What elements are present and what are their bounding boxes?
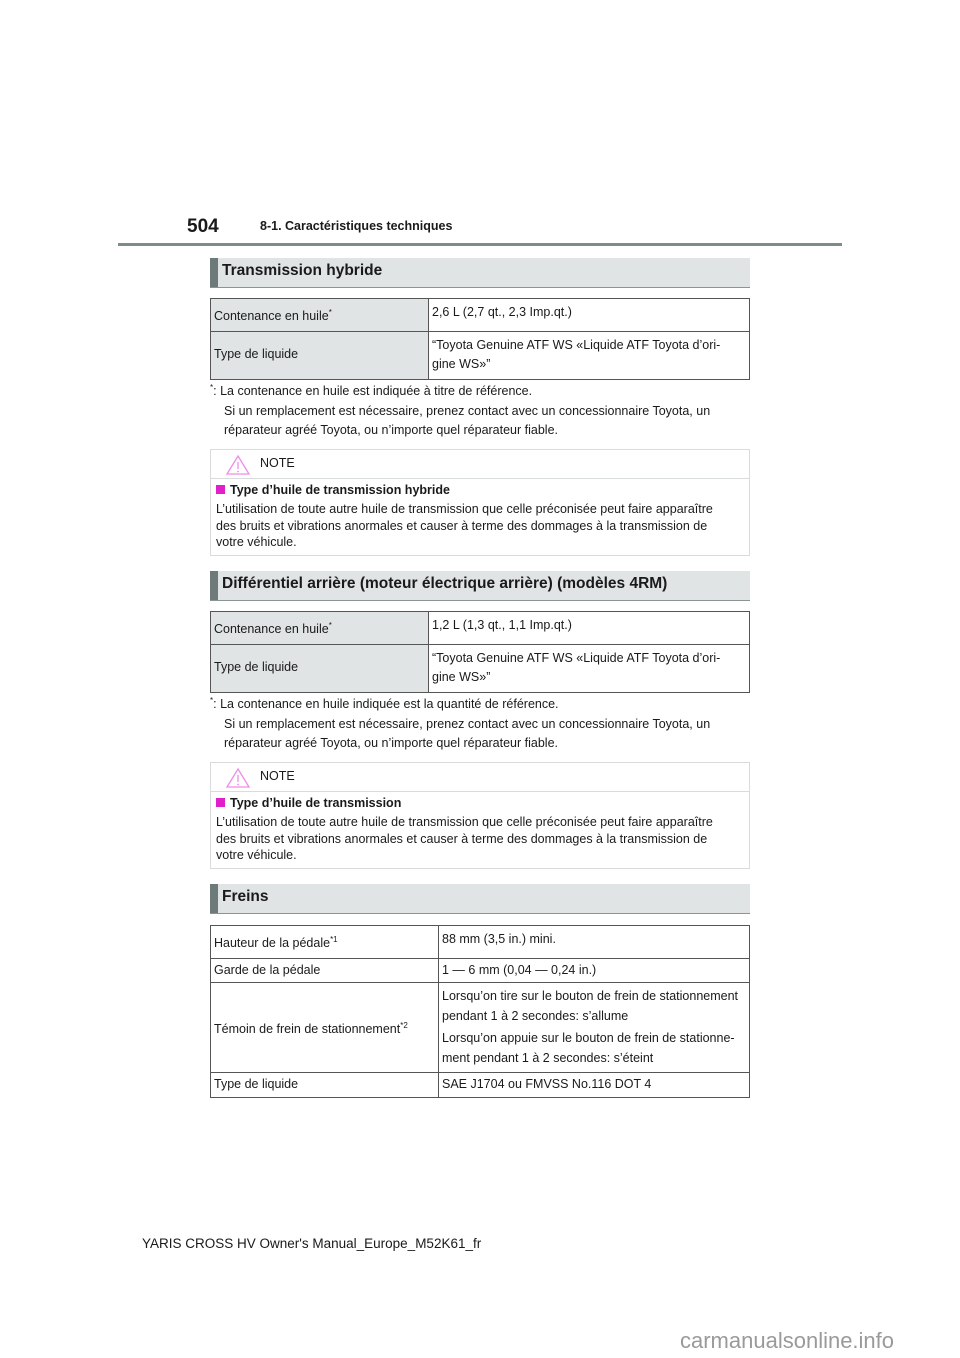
row-value: gine WS»” xyxy=(432,670,491,685)
row-label: Type de liquide xyxy=(211,1073,439,1098)
row-label: Contenance en huile xyxy=(214,309,329,324)
section-heading-transmission: Transmission hybride xyxy=(210,258,750,288)
row-value: “Toyota Genuine ATF WS «Liquide ATF Toyota d’ori- xyxy=(432,650,721,665)
warning-icon xyxy=(225,454,251,476)
table-row xyxy=(211,299,750,332)
bullet-square-icon xyxy=(216,485,225,494)
footnote: *: La contenance en huile indiquée est la quantité de référence. Si un remplacement est nécessaire, prenez contact avec un concessionnaire Toyota, un réparateur agréé Toyota, ou n’importe quel réparateur fiable. xyxy=(210,696,711,751)
row-value: gine WS»” xyxy=(432,357,491,372)
manual-footer: YARIS CROSS HV Owner's Manual_Europe_M52K61_fr xyxy=(142,1236,482,1251)
table-row: Témoin de frein de stationnement$^{*2}$ Lorsqu’on tire sur le bouton de frein de stationnement pendant 1 à 2 secondes: s’allume Lorsqu’on appuie sur le bouton de frein de stationne- ment pendant 1 à 2 secondes: s’éteint xyxy=(211,983,750,1073)
row-label: Hauteur de la pédale xyxy=(214,936,331,951)
row-label: Type de liquide xyxy=(211,644,429,692)
section-heading-brakes: Freins xyxy=(210,884,750,914)
footnote-mark: * xyxy=(328,621,332,630)
footnote-mark: *2 xyxy=(400,1020,408,1030)
note-box: NOTE Type d’huile de transmission L’utilisation de toute autre huile de transmission que celle préconisée peut faire apparaître des bruits et vibrations anormales et causer à terme des dommages à la transmission de votre véhicule. xyxy=(210,762,750,869)
row-value: “Toyota Genuine ATF WS «Liquide ATF Toyota d’ori- xyxy=(432,337,721,352)
footnote-mark: * xyxy=(328,308,332,317)
note-title: Type d’huile de transmission hybride xyxy=(230,483,450,497)
bullet-square-icon xyxy=(216,798,225,807)
footnote: *: La contenance en huile est indiquée à titre de référence. Si un remplacement est nécessaire, prenez contact avec un concessionnaire Toyota, un réparateur agréé Toyota, ou n’importe quel réparateur fiable. xyxy=(210,383,711,438)
spec-table-transmission xyxy=(210,298,750,380)
row-value: SAE J1704 ou FMVSS No.116 DOT 4 xyxy=(442,1077,652,1092)
table-row xyxy=(211,1073,750,1098)
row-label: Type de liquide xyxy=(211,331,429,379)
spec-table-differential xyxy=(210,611,750,693)
warning-icon xyxy=(225,767,251,789)
header-divider xyxy=(118,243,842,246)
row-value: 1,2 L (1,3 qt., 1,1 Imp.qt.) xyxy=(432,618,572,632)
row-label: Contenance en huile xyxy=(214,622,329,637)
table-row xyxy=(211,926,750,959)
note-box: NOTE Type d’huile de transmission hybride L’utilisation de toute autre huile de transmission que celle préconisée peut faire apparaître des bruits et vibrations anormales et causer à terme des dommages à la transmission de votre véhicule. xyxy=(210,449,750,556)
table-row xyxy=(211,331,750,379)
table-row xyxy=(211,958,750,983)
row-value: 2,6 L (2,7 qt., 2,3 Imp.qt.) xyxy=(432,305,572,319)
table-row xyxy=(211,644,750,692)
row-value: 88 mm (3,5 in.) mini. xyxy=(442,932,556,946)
footnote-mark: *1 xyxy=(330,935,338,944)
page-number: 504 xyxy=(187,216,219,237)
row-label: Garde de la pédale xyxy=(211,958,439,983)
section-heading-differential: Différentiel arrière (moteur électrique arrière) (modèles 4RM) xyxy=(210,571,750,601)
note-title: Type d’huile de transmission xyxy=(230,796,402,810)
row-label: Témoin de frein de stationnement xyxy=(214,1021,401,1036)
note-label: NOTE xyxy=(260,769,295,783)
note-label: NOTE xyxy=(260,456,295,470)
table-row xyxy=(211,612,750,645)
spec-table-brakes xyxy=(210,925,750,1098)
watermark: carmanualsonline.info xyxy=(680,1328,895,1353)
chapter-title: 8-1. Caractéristiques techniques xyxy=(260,219,453,233)
row-value: 1 — 6 mm (0,04 — 0,24 in.) xyxy=(442,962,597,977)
